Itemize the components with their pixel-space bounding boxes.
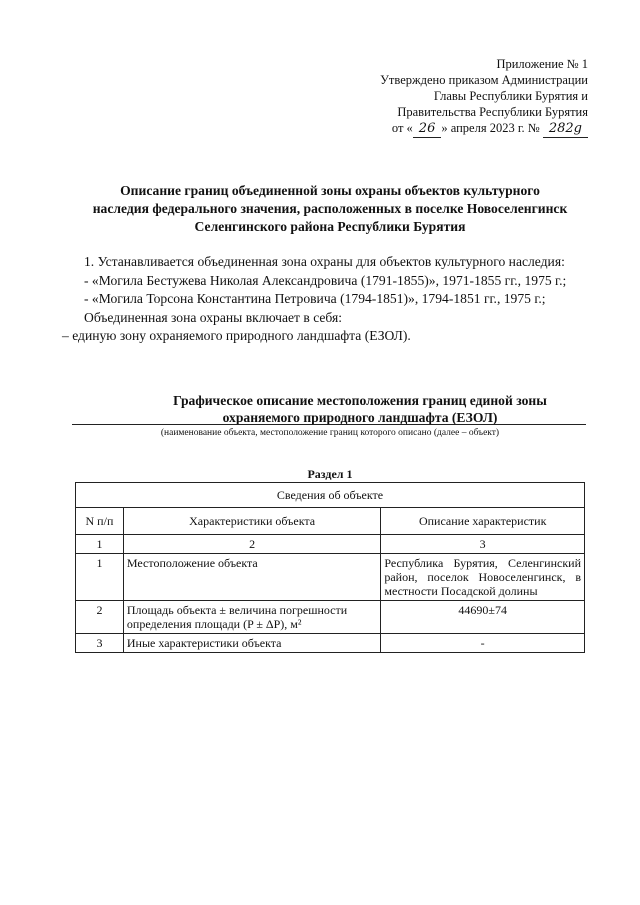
- table-header: Сведения об объекте: [76, 483, 585, 508]
- paragraph-5: – единую зону охраняемого природного ландшафта (ЕЗОЛ).: [62, 328, 411, 343]
- table-numbering-row: [76, 535, 585, 554]
- subtitle-line-2: охраняемого природного ландшафта (ЕЗОЛ): [222, 410, 498, 425]
- caption: (наименование объекта, местоположение границ которого описано (далее – объект): [160, 428, 500, 438]
- paragraph-2: - «Могила Бестужева Николая Александровича (1791-1855)», 1971-1855 гг., 1975 г.;: [84, 272, 567, 288]
- row-description: 44690±74: [381, 601, 585, 634]
- section-subtitle: [150, 392, 570, 426]
- col-header-description: Описание характеристик: [381, 508, 585, 535]
- body-text: [62, 253, 602, 346]
- date-mid: » апреля 2023 г. №: [441, 121, 540, 135]
- col-header-number: N п/п: [76, 508, 124, 535]
- subtitle-line-1: Графическое описание местоположения границ единой зоны: [173, 393, 547, 408]
- row-number: 1: [76, 554, 124, 601]
- row-description: -: [381, 634, 585, 653]
- approval-line-4: Правительства Республики Бурятия: [397, 105, 588, 119]
- title-line-3: Селенгинского района Республики Бурятия: [194, 219, 466, 234]
- paragraph-4: Объединенная зона охраны включает в себя:: [84, 309, 343, 325]
- title-line-1: Описание границ объединенной зоны охраны объектов культурного: [120, 183, 540, 198]
- row-characteristic: Местоположение объекта: [123, 554, 380, 601]
- table-row: [76, 601, 585, 634]
- row-number: 3: [76, 634, 124, 653]
- object-info-table: [75, 482, 585, 653]
- row-characteristic: Иные характеристики объекта: [123, 634, 380, 653]
- approval-line-2: Утверждено приказом Администрации: [380, 73, 588, 87]
- table-header-row: [76, 483, 585, 508]
- table-columns-row: [76, 508, 585, 535]
- handwritten-number: 282g: [543, 121, 588, 138]
- row-description: Республика Бурятия, Селенгинский район, поселок Новоселенгинск, в местности Посадской долины: [381, 554, 585, 601]
- paragraph-3: - «Могила Торсона Константина Петровича (1794-1851)», 1794-1851 гг., 1975 г.;: [84, 291, 546, 306]
- handwritten-day: 26: [413, 121, 442, 138]
- col-number-3: 3: [381, 535, 585, 554]
- approval-line-1: Приложение № 1: [496, 57, 588, 71]
- col-number-2: 2: [123, 535, 380, 554]
- paragraph-1: 1. Устанавливается объединенная зона охраны для объектов культурного наследия:: [84, 254, 565, 269]
- date-prefix: от «: [391, 121, 413, 135]
- title-line-2: наследия федерального значения, расположенных в поселке Новоселенгинск: [92, 201, 568, 216]
- approval-block: [380, 56, 588, 138]
- table-row: [76, 634, 585, 653]
- col-number-1: 1: [76, 535, 124, 554]
- row-characteristic: Площадь объекта ± величина погрешности определения площади (P ± ΔP), м²: [123, 601, 380, 634]
- col-header-characteristics: Характеристики объекта: [123, 508, 380, 535]
- divider-line: [72, 424, 586, 425]
- table-row: [76, 554, 585, 601]
- document-title: [60, 182, 600, 236]
- row-number: 2: [76, 601, 124, 634]
- approval-date-line: [380, 120, 588, 138]
- approval-line-3: Главы Республики Бурятия и: [433, 89, 588, 103]
- section-title: Раздел 1: [307, 467, 353, 481]
